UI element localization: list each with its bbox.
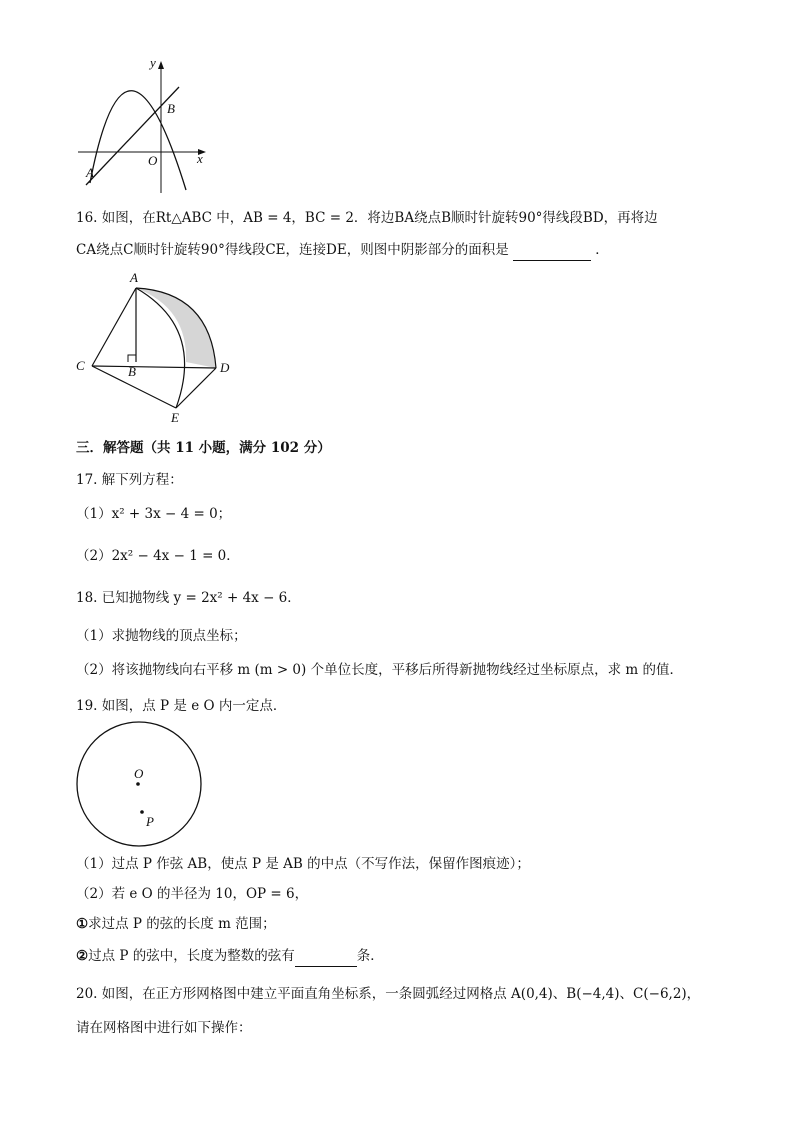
q18-part2: （2）将该抛物线向右平移 m (m > 0) 个单位长度，平移后所得新抛物线经过坐标原点，求 m 的值．: [76, 662, 683, 678]
point-e-label: E: [171, 410, 179, 425]
answer-blank: [513, 240, 591, 261]
q16-figure: [70, 268, 240, 426]
circled-number-2: ②: [76, 948, 89, 964]
x-label: x: [197, 151, 203, 166]
q19-sub1: ①求过点 P 的弦的长度 m 范围；: [76, 916, 276, 932]
point-a-label: A: [130, 270, 138, 285]
q17-part2: （2）2x² − 4x − 1 = 0．: [76, 548, 240, 564]
segment-ca: [92, 288, 136, 366]
point-b-label: B: [128, 364, 136, 379]
q20-line2: 请在网格图中进行如下操作：: [76, 1020, 252, 1036]
q15-figure: [76, 55, 216, 195]
right-angle-mark: [128, 355, 136, 362]
point-p-label: P: [146, 814, 154, 829]
straight-line: [86, 87, 179, 185]
q16-line1: 16. 如图，在Rt△ABC 中，AB = 4，BC = 2．将边BA绕点B顺时针旋转90°得线段BD，再将边: [76, 210, 658, 226]
q18-part1: （1）求抛物线的顶点坐标；: [76, 628, 247, 644]
center-point-o: [136, 782, 140, 786]
circled-number-1: ①: [76, 916, 89, 932]
q18-title: 18. 已知抛物线 y = 2x² + 4x − 6．: [76, 590, 301, 606]
q19-sub2: ②过点 P 的弦中，长度为整数的弦有 条．: [76, 946, 384, 967]
point-d-label: D: [220, 360, 230, 375]
point-p: [140, 810, 144, 814]
point-c-label: C: [76, 358, 85, 373]
q16-line2: CA绕点C顺时针旋转90°得线段CE，连接DE，则图中阴影部分的面积是 ．: [76, 240, 609, 261]
q19-part1: （1）过点 P 作弦 AB，使点 P 是 AB 的中点（不写作法，保留作图痕迹）；: [76, 856, 530, 872]
origin-label: O: [148, 153, 158, 168]
q19-part2: （2）若 e O 的半径为 10，OP = 6，: [76, 886, 309, 902]
q17-part1: （1）x² + 3x − 4 = 0；: [76, 506, 232, 522]
q19-figure: [74, 720, 206, 852]
q17-title: 17. 解下列方程：: [76, 472, 183, 488]
q20-line1: 20. 如图，在正方形网格图中建立平面直角坐标系，一条圆弧经过网格点 A(0,4)、B(−4,4)、C(−6,2)，: [76, 986, 701, 1002]
y-label: y: [150, 55, 156, 70]
center-o-label: O: [134, 766, 144, 781]
segment-cd: [92, 366, 216, 368]
y-axis-arrow-icon: [158, 61, 164, 69]
point-a-label: A: [86, 165, 94, 180]
point-b-label: B: [167, 101, 175, 116]
answer-blank: [295, 946, 357, 967]
q19-title: 19. 如图，点 P 是 e O 内一定点．: [76, 698, 287, 714]
section-heading: 三．解答题（共 11 小题，满分 102 分）: [76, 440, 331, 456]
